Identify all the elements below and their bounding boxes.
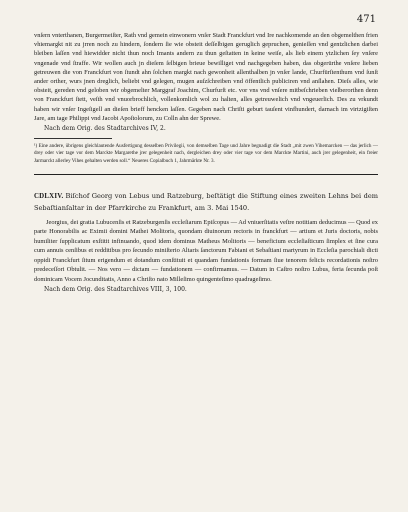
document-title: Biſchof Georg von Lebus und Ratzeburg, beſtätigt die Stiftung eines zweiten Lehns bei dem Sebaſtianſaltar in der Pfarrkirche zu Frankfurt, am 3. Mai 1540.: [34, 192, 379, 212]
page-number: 471: [356, 14, 376, 25]
document-heading: [34, 191, 378, 214]
charter-source-note: Nach dem Orig. des Stadtarchives IV, 2.: [44, 125, 166, 133]
latin-charter-text: Jeorgius, dei gratia Lubucenſis et Ratzeburgenſis eccleſiarum Epiſcopus — Ad vniuerſitatis veſtre notitiam deducimus — Quod ex parte Honorabilis ac Eximii domini Mathei Molitoris, quondam diuinorum rectoris in franckfurt — artium et Juris doctoris, nobis humiliter ſupplicatum exſtitit infinuando, quod idem dominus Matheus Molitoris — beneficium eccleſiaſticum ſimplex et ſine cura cum annuis cenſibus et redditibus pro ſecundo miniſterio Altaris ſanctorum Fabiani et Sebaſtiani martyrum in Eccleſia parochiali dicti oppidi Franckfurt ſitum erigendum et dotandum conſtituit et quandam fundationis formam ſiue tenorem felicis recordationis noſtro predeceſſori Obtulit. — Nos vero — dictam — fundationem — confirmamus. — Datum in Caſtro noſtro Lubus, feria ſecunda poſt dominicam Vocem Jocunditatis, Anno a Chriſto nato Milleſimo quingenteſimo quadrageſimo.: [34, 219, 378, 283]
document-number: CDLXIV.: [34, 193, 64, 201]
footnote: [34, 143, 378, 165]
section-divider: [34, 174, 378, 175]
footnote-marker: ¹): [34, 144, 38, 150]
footnote-text: Eine andere, übrigens gleichlautende Ausfertigung desselben Privilegii, von demselben Tage und Jahre begnadigt die Stadt „mit zwen Vihemarcken — das jerlich — drey oder vier tage vor dem Marckte Margarethe jrer gelegenheit nach, dergleichen drey oder vier tage vor dem Marckte Martini, auch jrer gelegenheit, ein freier Jarmarckt allerley Vihes gehalten werden soll.“ Neueres Copialbuch 1, Jahrmärkte Nr. 3.: [34, 143, 378, 164]
footnote-rule: [34, 138, 112, 139]
charter-text: vnſern vnterthanen, Burgermeiſter, Rath vnd gemein einwonern vnſer Stadt Franckfurt vnd Ire nachkomende an den obgemelthen frien vhiemargkt nit zu jrren noch zu hindern, ſondern ſie wie obsteit deſſelbigen geruglich gepruchen, genieſſen vnd gentzlichen darbei bleiben laſſen vnd hiewidder nicht thun noch Imants andern zu thun geſtatten in keine weiſe, als lieb einem ytzlichen ſey vnſere vngenade vnd ſtraffe. Wir wollen auch jn dieſem ſelbigen brieue bewilliget vnd nachgegeben haben, das obgerürthe vnſere lieben getreuwen die von Franckfurt von ſtundt ahn ſolchen margkt nach gewonheit allenthalben jn vnſer lande, Churfürſtenthum vnd ſunſt ander orther, wurs jnen dreglich, beliebt vnd gelegen, mugen auſzſchreiben vnd öffentlich publiciren vnd anſlahen. Dieſs alles, wie obsteit, gereden vnd geloben wir obgemelter Marggraf Joachim, Churfurſt etc. vor vns vnd vnſere mitbeſchrieben vielberorthen denn von Franckfurt ſtett, veſth vnd vnuorbrochlich, vollenkomlich wol zu halten, alles getreuwelich vnd vngeuerlich. Des zu vrkundt haben wir vnſer Ingeſigell an dieſen brieff hencken laſſen. Gegeben nach Chriſti geburt tauſent vinfhundert, darnach im virtzigiſten Jare, am tage Philippi vnd Jacobi Apoſtolorum, zu Colln ahn der Sprewe.: [34, 32, 378, 122]
latin-source-note: Nach dem Orig. des Stadtarchives VIII, 3, 100.: [44, 285, 187, 293]
